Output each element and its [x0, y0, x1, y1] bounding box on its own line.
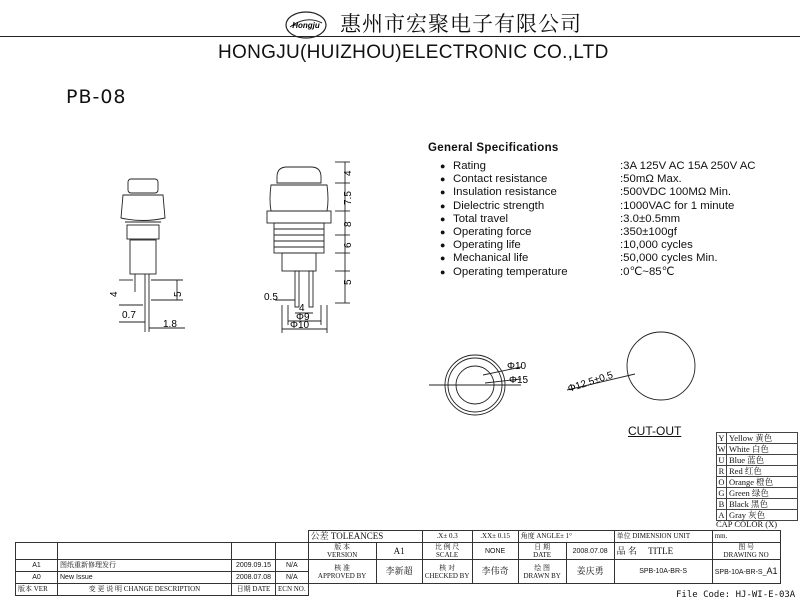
checked-name: 李伟奇: [472, 560, 518, 584]
approved-header: 核 准 APPROVED BY: [308, 560, 376, 584]
revision-row: A0 New Issue 2008.07.08 N/A: [16, 572, 781, 584]
spec-item: ● Dielectric strength :1000VAC for 1 minute: [440, 199, 735, 212]
color-row: O Orange 橙色: [717, 477, 798, 488]
cap-color-table: [716, 432, 798, 521]
spec-item: ● Mechanical life :50,000 cycles Min.: [440, 252, 718, 265]
unit-value: mm.: [712, 531, 780, 543]
dim-cap: 7.5: [343, 191, 354, 205]
dim-leads: 5: [343, 279, 354, 285]
bullet-icon: ●: [440, 226, 446, 237]
dim-phi10: Φ10: [290, 320, 310, 331]
version-value: A1: [376, 543, 422, 560]
spec-item: ● Operating temperature :0℃~85℃: [440, 265, 675, 278]
revision-row: A1 图纸重新修理发行 2009.09.15 N/A 核 准 APPROVED BY 李新超 核 对 CHECKED BY 李伟奇 绘 图 DRAWN BY 姜庆勇 SPB-10A-BR-S SPB-10A-BR-S_A1: [16, 560, 781, 572]
version-header: 版 本 VERSION: [308, 543, 376, 560]
tol-x: .X± 0.3: [422, 531, 472, 543]
dim-tab: 0.5: [264, 292, 278, 303]
date-header: 日 期 DATE: [518, 543, 566, 560]
spec-item: ● Operating force :350±100gf: [440, 225, 677, 238]
drawing-no-value: SPB-10A-BR-S_A1: [712, 560, 780, 584]
bullet-icon: ●: [440, 266, 446, 277]
spec-item: ● Contact resistance :50mΩ Max.: [440, 173, 682, 186]
color-row: R Red 红色: [717, 466, 798, 477]
bullet-icon: ●: [440, 253, 446, 264]
dim-lead-len: 5: [173, 291, 184, 297]
tol-xx: .XX± 0.15: [472, 531, 518, 543]
dim-cap-top: 4: [343, 170, 354, 176]
dim-lead-height: 4: [109, 291, 120, 297]
color-row: G Green 绿色: [717, 488, 798, 499]
drawn-name: 姜庆勇: [566, 560, 614, 584]
spec-heading: General Specifications: [428, 142, 559, 154]
dim-tab-len: 4: [299, 303, 305, 314]
dim-lead-width: 0.7: [122, 310, 136, 321]
title-value: SPB-10A-BR-S: [614, 560, 712, 584]
color-row: U Blue 蓝色: [717, 455, 798, 466]
spec-item: ● Operating life :10,000 cycles: [440, 239, 693, 252]
cutout-dim-label: Φ12.5±0.5: [566, 369, 615, 395]
unit-label: 单位 DIMENSION UNIT: [614, 531, 712, 543]
file-code: File Code: HJ-WI-E-03A: [676, 590, 796, 600]
front-view-drawing: [105, 150, 195, 340]
color-row: A Gray 灰色: [717, 510, 798, 521]
cutout-label: CUT-OUT: [628, 424, 682, 438]
cutout-drawing: [565, 320, 705, 420]
spec-item: ● Insulation resistance :500VDC 100MΩ Min.: [440, 186, 732, 199]
bullet-icon: ●: [440, 174, 446, 185]
spec-list: [440, 160, 780, 279]
cap-color-caption: CAP COLOR (X): [716, 519, 778, 529]
title-header: 品 名 TITLE: [614, 543, 712, 560]
revision-header-row: 版本 VER 变 更 说 明 CHANGE DESCRIPTION 日期 DATE ECN NO.: [16, 584, 781, 596]
phi-inner-label: Φ10: [507, 361, 527, 372]
company-name-en: HONGJU(HUIZHOU)ELECTRONIC CO.,LTD: [218, 42, 609, 63]
tolerances-label: 公差 TOLEANCES: [308, 531, 422, 543]
bullet-icon: ●: [440, 187, 446, 198]
part-number: PB-08: [66, 86, 127, 108]
bullet-icon: ●: [440, 200, 446, 211]
header-rule: [0, 36, 800, 37]
phi-outer-label: Φ15: [509, 375, 529, 386]
bullet-icon: ●: [440, 213, 446, 224]
color-row: B Black 黑色: [717, 499, 798, 510]
color-row: W White 白色: [717, 444, 798, 455]
dim-body: 6: [343, 242, 354, 248]
logo-text: Hongju: [292, 21, 320, 30]
tol-angle: 角度 ANGLE± 1°: [518, 531, 614, 543]
scale-header: 比 例 尺 SCALE: [422, 543, 472, 560]
top-view-drawing: [425, 345, 545, 425]
title-block: [15, 530, 781, 596]
dim-pitch: 1.8: [163, 319, 177, 330]
bullet-icon: ●: [440, 161, 446, 171]
date-value: 2008.07.08: [566, 543, 614, 560]
bullet-icon: ●: [440, 240, 446, 251]
drawing-no-header: 图 号 DRAWING NO: [712, 543, 780, 560]
scale-value: NONE: [472, 543, 518, 560]
checked-header: 核 对 CHECKED BY: [422, 560, 472, 584]
spec-item: ● Rating :3A 125V AC 15A 250V AC: [440, 160, 756, 172]
drawn-header: 绘 图 DRAWN BY: [518, 560, 566, 584]
spec-item: ● Total travel :3.0±0.5mm: [440, 212, 681, 225]
dim-phi9: Φ9: [296, 312, 310, 323]
dim-thread: 8: [343, 221, 354, 227]
company-name-cn: 惠州市宏聚电子有限公司: [340, 12, 582, 36]
approved-name: 李新超: [376, 560, 422, 584]
color-row: Y Yellow 黄色: [717, 433, 798, 444]
side-view-drawing: [255, 145, 365, 340]
